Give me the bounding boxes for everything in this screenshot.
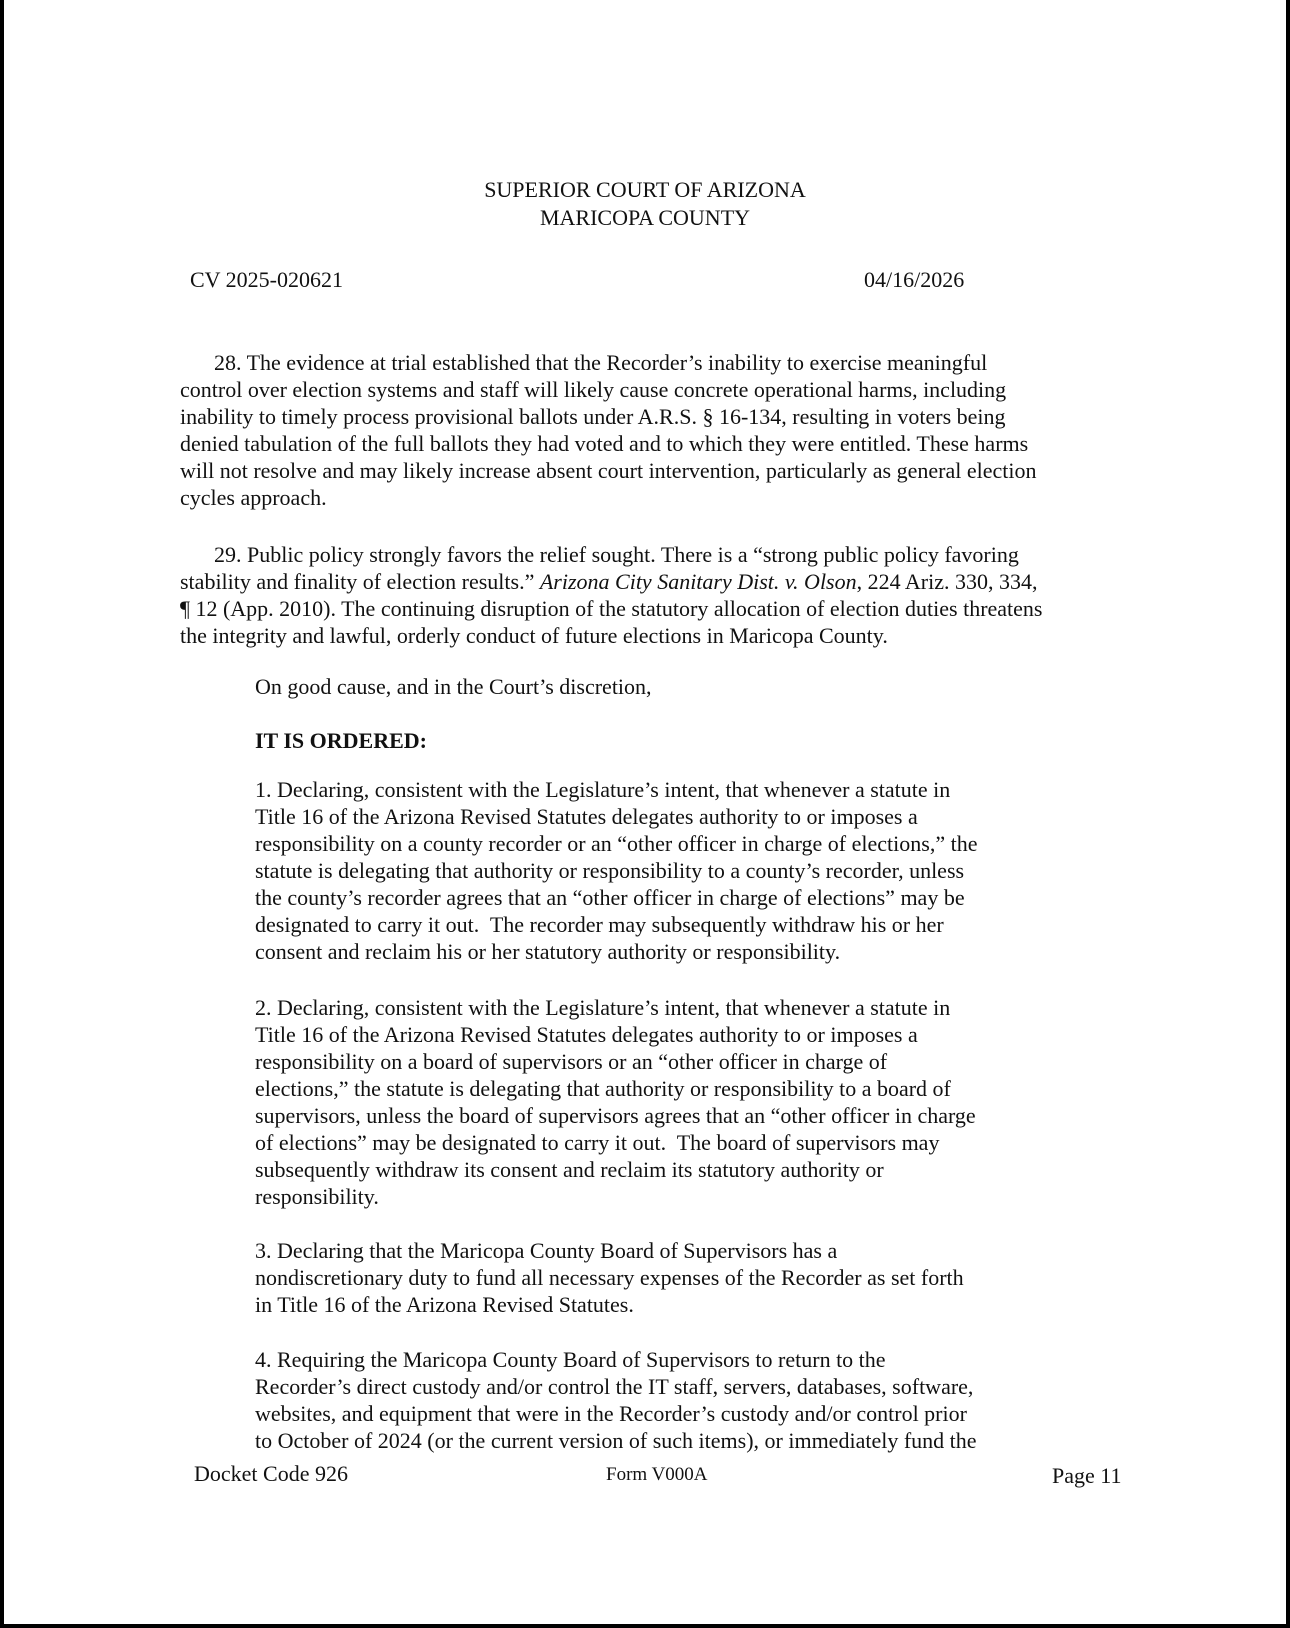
order-line: responsibility.: [255, 1184, 379, 1209]
order-line: the county’s recorder agrees that an “other officer in charge of elections” may be: [255, 885, 965, 910]
paragraph-line: 29. Public policy strongly favors the relief sought. There is a “strong public policy favoring: [214, 542, 1019, 567]
order-line: Title 16 of the Arizona Revised Statutes delegates authority to or imposes a: [255, 804, 918, 829]
order-item-1: [255, 776, 1055, 965]
order-line: 3. Declaring that the Maricopa County Board of Supervisors has a: [255, 1238, 838, 1263]
county-name: MARICOPA COUNTY: [539, 205, 751, 230]
paragraph-29: [180, 541, 1110, 649]
paragraph-line: 28. The evidence at trial established that the Recorder’s inability to exercise meaningful: [214, 350, 988, 375]
order-line: 2. Declaring, consistent with the Legislature’s intent, that whenever a statute in: [255, 995, 951, 1020]
order-line: Title 16 of the Arizona Revised Statutes delegates authority to or imposes a: [255, 1022, 918, 1047]
order-item-3: [255, 1237, 1055, 1318]
page-number: Page 11: [1052, 1463, 1122, 1488]
paragraph-line: [180, 568, 1110, 595]
order-line: responsibility on a county recorder or an “other officer in charge of elections,” the: [255, 831, 978, 856]
paragraph-line: the integrity and lawful, orderly conduct of future elections in Maricopa County.: [180, 623, 888, 648]
order-line: elections,” the statute is delegating that authority or responsibility to a board of: [255, 1076, 951, 1101]
paragraph-line: denied tabulation of the full ballots they had voted and to which they were entitled. These harms: [180, 431, 1029, 456]
order-line: in Title 16 of the Arizona Revised Statutes.: [255, 1292, 634, 1317]
order-line: websites, and equipment that were in the Recorder’s custody and/or control prior: [255, 1401, 967, 1426]
good-cause-statement: On good cause, and in the Court’s discretion,: [255, 674, 652, 699]
case-citation: Arizona City Sanitary Dist. v. Olson: [539, 569, 857, 594]
order-line: to October of 2024 (or the current version of such items), or immediately fund the: [255, 1428, 977, 1453]
paragraph-line: inability to timely process provisional ballots under A.R.S. § 16-134, resulting in voters being: [180, 404, 1006, 429]
order-line: of elections” may be designated to carry it out. The board of supervisors may: [255, 1130, 940, 1155]
docket-code: Docket Code 926: [194, 1461, 348, 1486]
paragraph-line: ¶ 12 (App. 2010). The continuing disruption of the statutory allocation of election duties threatens: [180, 596, 1043, 621]
case-number: CV 2025-020621: [190, 267, 343, 292]
court-header: [4, 176, 1286, 232]
order-line: designated to carry it out. The recorder may subsequently withdraw his or her: [255, 912, 944, 937]
case-date: 04/16/2026: [864, 267, 965, 292]
court-name: SUPERIOR COURT OF ARIZONA: [484, 177, 806, 202]
citation-tail: , 224 Ariz. 330, 334,: [856, 569, 1038, 594]
document-page: [4, 0, 1286, 1624]
paragraph-line: will not resolve and may likely increase absent court intervention, particularly as general election: [180, 458, 1037, 483]
order-item-4: [255, 1346, 1055, 1454]
order-line: responsibility on a board of supervisors or an “other officer in charge of: [255, 1049, 888, 1074]
order-line: consent and reclaim his or her statutory authority or responsibility.: [255, 939, 841, 964]
order-line: supervisors, unless the board of supervisors agrees that an “other officer in charge: [255, 1103, 976, 1128]
paragraph-28: [180, 349, 1110, 511]
order-item-2: [255, 994, 1055, 1210]
citation-lead: stability and finality of election results.”: [180, 569, 540, 594]
paragraph-line: control over election systems and staff will likely cause concrete operational harms, including: [180, 377, 1007, 402]
order-line: nondiscretionary duty to fund all necessary expenses of the Recorder as set forth: [255, 1265, 964, 1290]
paragraph-line: cycles approach.: [180, 485, 327, 510]
ordered-heading: IT IS ORDERED:: [255, 728, 427, 753]
order-line: Recorder’s direct custody and/or control the IT staff, servers, databases, software,: [255, 1374, 974, 1399]
order-line: 1. Declaring, consistent with the Legislature’s intent, that whenever a statute in: [255, 777, 951, 802]
form-code: Form V000A: [606, 1464, 708, 1485]
order-line: subsequently withdraw its consent and reclaim its statutory authority or: [255, 1157, 884, 1182]
order-line: statute is delegating that authority or responsibility to a county’s recorder, unless: [255, 858, 965, 883]
order-line: 4. Requiring the Maricopa County Board of Supervisors to return to the: [255, 1347, 886, 1372]
